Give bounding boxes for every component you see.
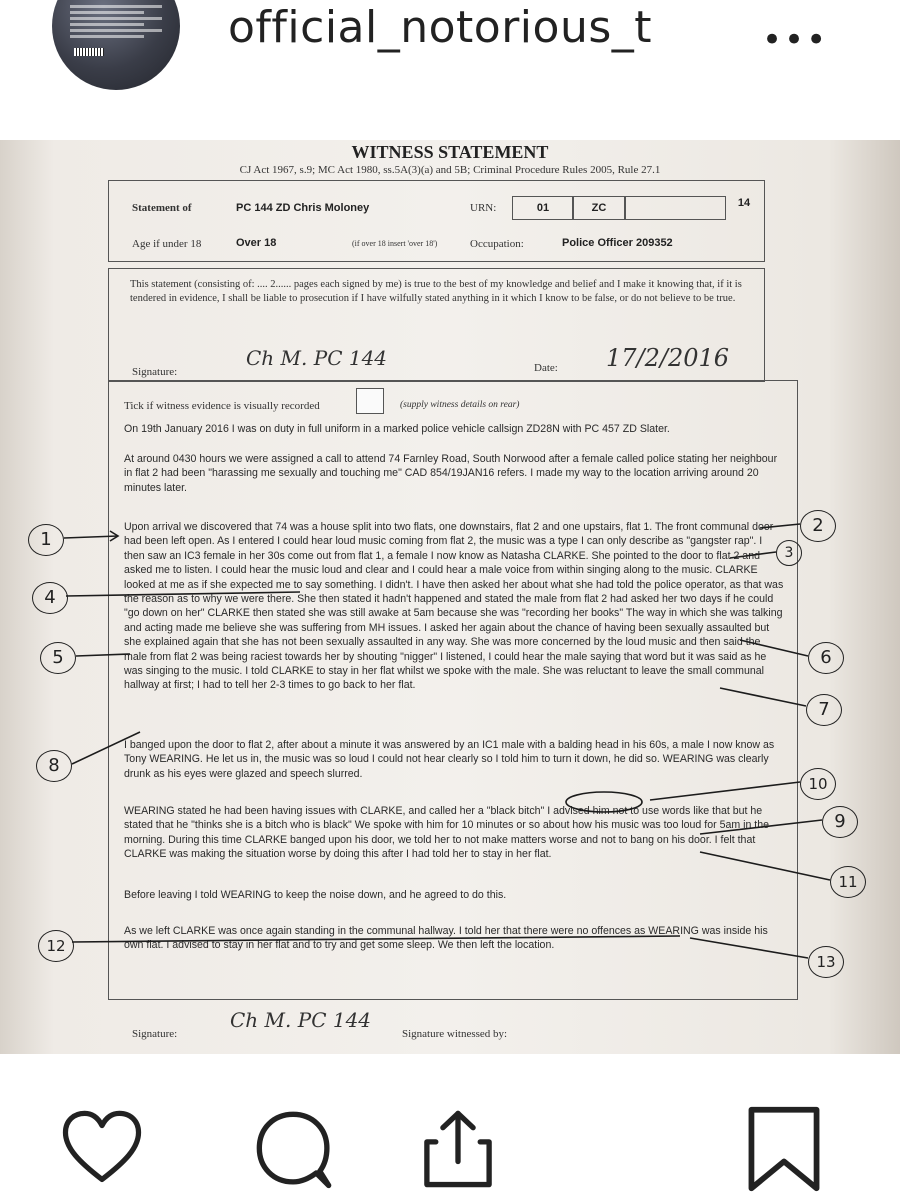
annotation-13: 13 <box>808 946 844 978</box>
date-value: 17/2/2016 <box>606 344 730 372</box>
urn-box-2: ZC <box>572 196 626 220</box>
tick-label: Tick if witness evidence is visually recorded <box>124 400 320 412</box>
occupation-label: Occupation: <box>470 238 524 250</box>
avatar[interactable] <box>52 0 180 90</box>
annotation-2: 2 <box>800 510 836 542</box>
share-icon[interactable] <box>418 1104 498 1194</box>
annotation-ink-lines <box>0 140 900 1054</box>
heart-icon[interactable] <box>62 1104 142 1194</box>
more-options-icon[interactable]: ••• <box>762 20 829 60</box>
age-note: (if over 18 insert 'over 18') <box>352 239 438 248</box>
annotation-3: 3 <box>776 540 802 566</box>
urn-box-4: 14 <box>737 197 751 209</box>
footer-signature-value: Ch M. PC 144 <box>230 1008 372 1032</box>
statement-of-label: Statement of <box>132 202 192 214</box>
annotation-6: 6 <box>808 642 844 674</box>
annotation-7: 7 <box>806 694 842 726</box>
annotation-11: 11 <box>830 866 866 898</box>
post-photo <box>0 140 900 1054</box>
post-actions <box>0 1054 900 1200</box>
age-value: Over 18 <box>236 237 277 249</box>
annotation-12: 12 <box>38 930 74 962</box>
annotation-1: 1 <box>28 524 64 556</box>
bookmark-icon[interactable] <box>744 1104 824 1194</box>
age-label: Age if under 18 <box>132 238 202 250</box>
occupation-value: Police Officer 209352 <box>562 237 673 249</box>
paragraph-3: Upon arrival we discovered that 74 was a house split into two flats, one downstairs, flat 2 and one upstairs, flat 1. The front communal door had been left open. As I entered I could hear loud music coming from flat 2, the music was a type I can only describe as "gangster rap". I then saw an IC3 female in her 30s come out from flat 1, a female I now know as Natasha CLARKE. She pointed to the door to flat 2 and asked me to listen. I could hear the music loud and clear and I could hear a male voice from within singing along to the music. CLARKE looked at me as if she expected me to say something. I didn't. I have then asked her about what she had told the police operator, as that was the reason as to why we were there. She then stated it hadn't happened and stated the male from flat 2 had asked her two days if he could "go down on her" CLARKE then stated she was still awake at 5am because she was "recording her books" The way in which she was talking and acting made me believe she was suffering from MH issues. I asked her again about the chance of having been sexually assaulted but she explained again that she has not been sexually assaulted in any way. She was more concerned by the loud music and then said the male from flat 2 was being raciest towards her by shouting "nigger" I listened, I could hear the male saying that word but it was said as he was singing to the music. I told CLARKE to stay in her flat whilst we spoke with the male. She was reluctant to leave the small communal hallway at first; I had to tell her 2-3 times to go back to her flat. <box>124 521 784 692</box>
annotation-8: 8 <box>36 750 72 782</box>
document-subtitle: CJ Act 1967, s.9; MC Act 1980, ss.5A(3)(a) and 5B; Criminal Procedure Rules 2005, Rule 27.1 <box>239 164 661 176</box>
barcode-icon <box>74 48 104 56</box>
statement-of-value: PC 144 ZD Chris Moloney <box>236 202 370 214</box>
username[interactable]: official_notorious_t <box>228 2 653 53</box>
paragraph-2: At around 0430 hours we were assigned a call to attend 74 Farnley Road, South Norwood after a female called police stating her neighbour in flat 2 had been "harassing me sexually and touching me" CAD 854/19JAN16 refers. I made my way to the location arriving around 20 minutes later. <box>124 453 778 494</box>
date-label: Date: <box>534 362 558 374</box>
annotation-5: 5 <box>40 642 76 674</box>
annotation-10: 10 <box>800 768 836 800</box>
signature-label: Signature: <box>132 366 178 378</box>
document-title: WITNESS STATEMENT <box>351 142 549 162</box>
comment-icon[interactable] <box>254 1104 334 1194</box>
annotation-4: 4 <box>32 582 68 614</box>
paragraph-7: As we left CLARKE was once again standing in the communal hallway. I told her that there were no offences as WEARING was inside his own flat. I advised to stay in her flat and to try and get some sleep. We then left the location. <box>124 925 768 952</box>
post-header <box>0 0 900 120</box>
urn-label: URN: <box>470 202 497 214</box>
witness-statement-document <box>0 140 900 1054</box>
tick-note: (supply witness details on rear) <box>400 400 520 410</box>
avatar-image-text <box>70 2 162 41</box>
witnessed-label: Signature witnessed by: <box>402 1028 508 1040</box>
declaration-text: This statement (consisting of: .... 2...... pages each signed by me) is true to the best of my knowledge and belief and I make it knowing that, if it is tendered in evidence, I shall be liable to prosecution if I have wilfully stated anything in it which I know to be false, or do not believe to be true. <box>130 279 742 304</box>
paragraph-1: On 19th January 2016 I was on duty in full uniform in a marked police vehicle callsign ZD28N with PC 457 ZD Slater. <box>124 423 670 435</box>
paragraph-6: Before leaving I told WEARING to keep the noise down, and he agreed to do this. <box>124 889 507 901</box>
annotation-9: 9 <box>822 806 858 838</box>
urn-box-1: 01 <box>512 196 574 220</box>
paragraph-4: I banged upon the door to flat 2, after about a minute it was answered by an IC1 male with a balding head in his 60s, a male I now know as Tony WEARING. He let us in, the music was so loud I could not hear clearly so I told him to turn it down, he did so. WEARING was clearly drunk as his eyes were glazed and speech slurred. <box>124 739 775 780</box>
signature-value: Ch M. PC 144 <box>246 346 388 370</box>
paragraph-5: WEARING stated he had been having issues with CLARKE, and called her a "black bitch" I advised him not to use words like that but he stated that he "thinks she is a bitch who is black" We spoke with him for 10 minutes or so about how his music was too loud for 5am in the morning. During this time CLARKE banged upon his door, we told her to not make matters worse and not to bang on his door. I felt that CLARKE was making the situation worse by doing this after I had told her to stay in her flat. <box>124 805 770 861</box>
footer-signature-label: Signature: <box>132 1028 178 1040</box>
